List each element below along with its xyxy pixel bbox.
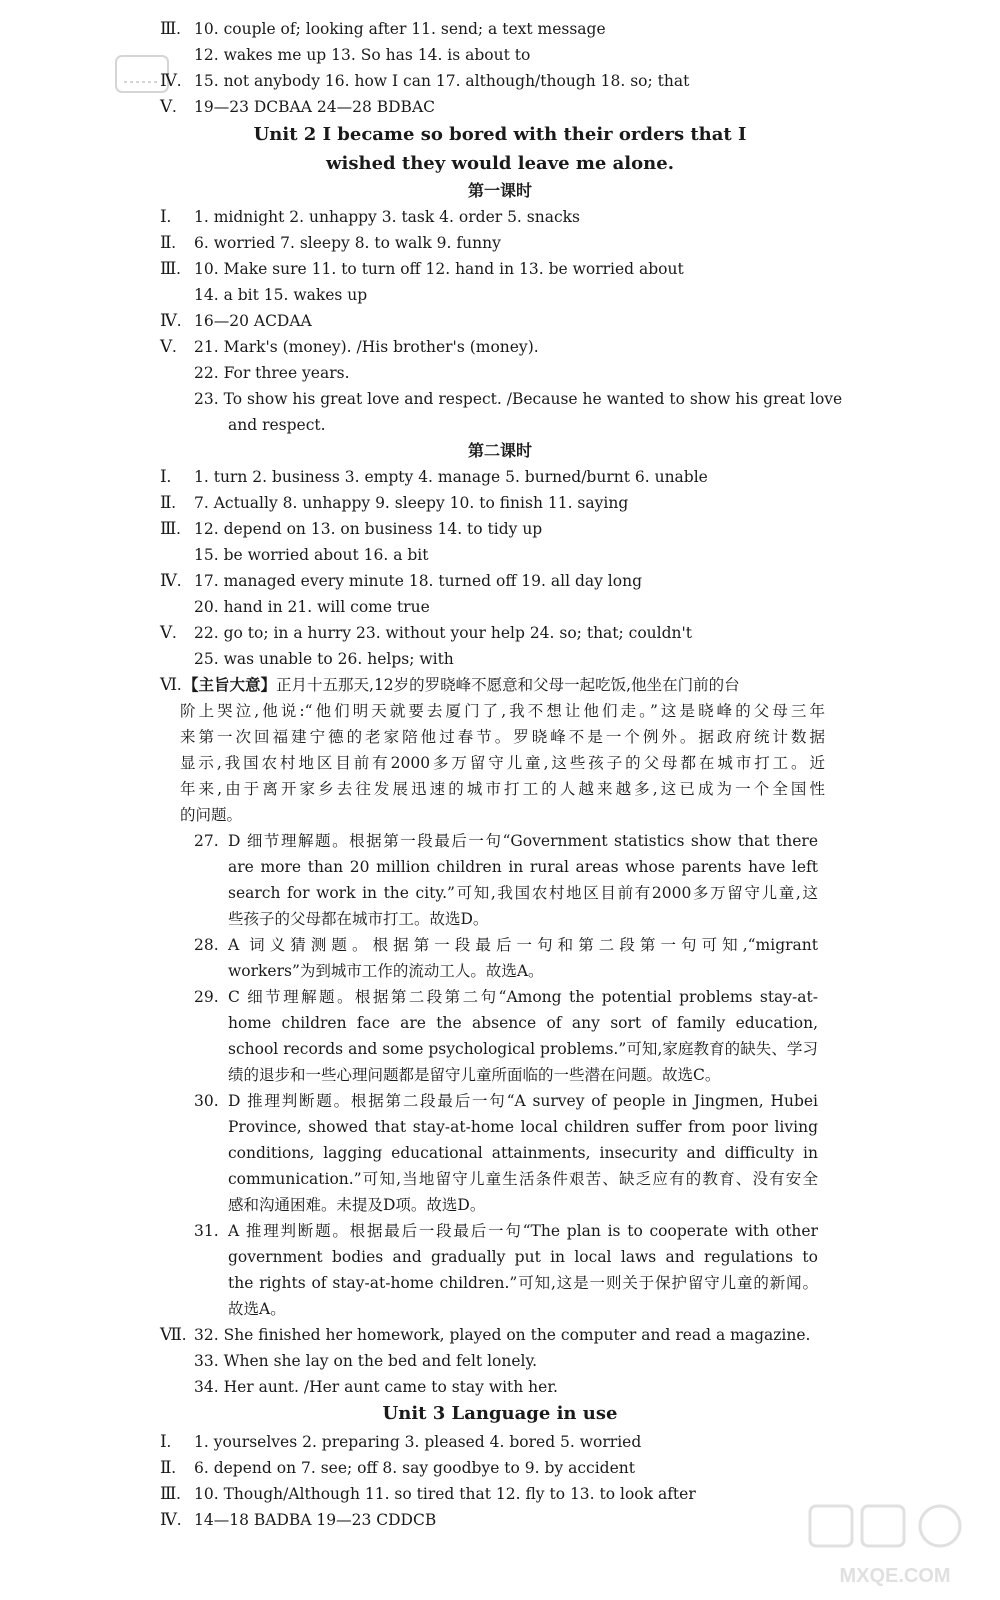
unit-title: Unit 3 Language in use xyxy=(382,1403,618,1424)
section-numeral: Ⅲ. xyxy=(160,259,181,278)
answer-line xyxy=(0,1455,1000,1481)
answer-line xyxy=(0,256,1000,282)
question-number: 28. xyxy=(194,936,219,954)
answer-line xyxy=(0,1374,1000,1400)
explanation-text: are more than 20 million children in rural areas whose parents have left xyxy=(228,858,818,876)
summary-line xyxy=(0,724,1000,750)
answer-line xyxy=(0,94,1000,120)
answer-explanation-line xyxy=(0,1244,1000,1270)
answer-explanation-line xyxy=(0,1036,1000,1062)
answer-text: 25. was unable to 26. helps; with xyxy=(194,650,454,668)
answer-line xyxy=(0,464,1000,490)
summary-text: 显示,我国农村地区目前有2000多万留守儿童,这些孩子的父母都在城市打工。近 xyxy=(180,754,825,772)
answer-line xyxy=(0,16,1000,42)
explanation-text: school records and some psychological problems.”可知,家庭教育的缺失、学习 xyxy=(228,1040,818,1058)
explanation-text: Province, showed that stay-at-home local children suffer from poor living xyxy=(228,1118,818,1136)
answer-text: 6. worried 7. sleepy 8. to walk 9. funny xyxy=(194,234,501,252)
section-numeral: Ⅰ. xyxy=(160,1432,171,1451)
answer-text: 14. a bit 15. wakes up xyxy=(194,286,368,304)
answer-text: 17. managed every minute 18. turned off 19. all day long xyxy=(194,572,643,590)
explanation-text: government bodies and gradually put in local laws and regulations to xyxy=(228,1248,818,1266)
section-numeral: Ⅲ. xyxy=(160,519,181,538)
answer-explanation-line xyxy=(0,1296,1000,1322)
answer-explanation-line xyxy=(0,1192,1000,1218)
section-numeral: Ⅵ. xyxy=(160,675,182,694)
summary-text: 年来,由于离开家乡去往发展迅速的城市打工的人越来越多,这已成为一个全国性 xyxy=(180,780,825,798)
section-numeral: Ⅲ. xyxy=(160,1484,181,1503)
summary-text: 的问题。 xyxy=(180,806,243,824)
answer-explanation-line xyxy=(0,828,1000,854)
section-numeral: Ⅰ. xyxy=(160,467,171,486)
answer-line xyxy=(0,230,1000,256)
answer-explanation-line xyxy=(0,984,1000,1010)
answer-line xyxy=(0,412,1000,438)
section-numeral: Ⅶ. xyxy=(160,1325,187,1344)
answer-explanation-line xyxy=(0,1166,1000,1192)
explanation-text: D 推理判断题。根据第二段最后一句“A survey of people in Jingmen, Hubei xyxy=(228,1092,818,1110)
answer-explanation-line xyxy=(0,1140,1000,1166)
question-number: 27. xyxy=(194,832,219,850)
explanation-text: D 细节理解题。根据第一段最后一句“Government statistics show that there xyxy=(228,832,818,850)
answer-explanation-line xyxy=(0,854,1000,880)
answer-line xyxy=(0,282,1000,308)
answer-line xyxy=(0,308,1000,334)
answer-text: 15. be worried about 16. a bit xyxy=(194,546,429,564)
section-numeral: Ⅴ. xyxy=(160,337,177,356)
explanation-text: A 词义猜测题。根据第一段最后一句和第二段第一句可知,“migrant xyxy=(228,936,818,954)
section-numeral: Ⅳ. xyxy=(160,71,182,90)
explanation-text: workers”为到城市工作的流动工人。故选A。 xyxy=(228,962,544,980)
summary-line xyxy=(0,750,1000,776)
section-numeral: Ⅰ. xyxy=(160,207,171,226)
answer-explanation-line xyxy=(0,932,1000,958)
summary-line xyxy=(0,802,1000,828)
answer-text: 33. When she lay on the bed and felt lonely. xyxy=(194,1352,538,1370)
answer-line xyxy=(0,334,1000,360)
explanation-text: the rights of stay-at-home children.”可知,这是一则关于保护留守儿童的新闻。 xyxy=(228,1274,818,1292)
answer-text: and respect. xyxy=(228,416,326,434)
watermark-logo xyxy=(800,1500,990,1595)
question-number: 30. xyxy=(194,1092,219,1110)
answer-line xyxy=(0,620,1000,646)
answer-line xyxy=(0,646,1000,672)
answer-line xyxy=(0,1348,1000,1374)
answer-text: 16—20 ACDAA xyxy=(194,312,312,330)
answer-text: 14—18 BADBA 19—23 CDDCB xyxy=(194,1511,437,1529)
answer-text: 23. To show his great love and respect. /Because he wanted to show his great love xyxy=(194,390,843,408)
answer-line xyxy=(0,594,1000,620)
explanation-text: communication.”可知,当地留守儿童生活条件艰苦、缺乏应有的教育、没有安全 xyxy=(228,1170,818,1188)
summary-line xyxy=(0,698,1000,724)
answer-explanation-line xyxy=(0,880,1000,906)
section-numeral: Ⅳ. xyxy=(160,571,182,590)
summary-line xyxy=(0,672,1000,698)
watermark-text: MXQE.COM xyxy=(839,1565,951,1587)
answer-explanation-line xyxy=(0,1114,1000,1140)
answer-text: 12. wakes me up 13. So has 14. is about to xyxy=(194,46,531,64)
answer-line xyxy=(0,360,1000,386)
section-numeral: Ⅳ. xyxy=(160,1510,182,1529)
section-numeral: Ⅲ. xyxy=(160,19,181,38)
answer-explanation-line xyxy=(0,1218,1000,1244)
explanation-text: home children face are the absence of any sort of family education, xyxy=(228,1014,818,1032)
unit-title-continued: wished they would leave me alone. xyxy=(326,153,674,174)
answer-text: 19—23 DCBAA 24—28 BDBAC xyxy=(194,98,435,116)
explanation-text: 绩的退步和一些心理问题都是留守儿童所面临的一些潜在问题。故选C。 xyxy=(228,1066,721,1084)
answer-line xyxy=(0,1429,1000,1455)
answer-line xyxy=(0,386,1000,412)
answer-line xyxy=(0,568,1000,594)
summary-label: 【主旨大意】正月十五那天,12岁的罗晓峰不愿意和父母一起吃饭,他坐在门前的台 xyxy=(183,675,740,694)
answer-text: 12. depend on 13. on business 14. to tidy up xyxy=(194,520,543,538)
explanation-text: C 细节理解题。根据第二段第二句“Among the potential problems stay-at- xyxy=(228,988,818,1006)
answer-text: 21. Mark's (money). /His brother's (money). xyxy=(194,338,539,356)
answer-text: 7. Actually 8. unhappy 9. sleepy 10. to finish 11. saying xyxy=(194,494,629,512)
explanation-text: conditions, lagging educational attainments, insecurity and difficulty in xyxy=(228,1144,818,1162)
answer-explanation-line xyxy=(0,1270,1000,1296)
explanation-text: A 推理判断题。根据最后一段最后一句“The plan is to cooperate with other xyxy=(228,1222,818,1240)
answer-text: 1. yourselves 2. preparing 3. pleased 4. bored 5. worried xyxy=(194,1433,642,1451)
explanation-text: search for work in the city.”可知,我国农村地区目前有2000多万留守儿童,这 xyxy=(228,884,818,902)
summary-text: 阶上哭泣,他说:“他们明天就要去厦门了,我不想让他们走。”这是晓峰的父母三年 xyxy=(180,702,825,720)
explanation-text: 故选A。 xyxy=(228,1300,286,1318)
section-numeral: Ⅴ. xyxy=(160,97,177,116)
answer-text: 22. go to; in a hurry 23. without your help 24. so; that; couldn't xyxy=(194,624,693,642)
answer-text: 10. Though/Although 11. so tired that 12. fly to 13. to look after xyxy=(194,1485,696,1503)
answer-explanation-line xyxy=(0,1088,1000,1114)
answer-text: 1. midnight 2. unhappy 3. task 4. order 5. snacks xyxy=(194,208,580,226)
answer-text: 10. Make sure 11. to turn off 12. hand in 13. be worried about xyxy=(194,260,684,278)
lesson-heading: 第二课时 xyxy=(467,441,532,460)
section-numeral: Ⅱ. xyxy=(160,233,176,252)
answer-text: 20. hand in 21. will come true xyxy=(194,598,430,616)
section-numeral: Ⅱ. xyxy=(160,493,176,512)
answer-text: 15. not anybody 16. how I can 17. although/though 18. so; that xyxy=(194,72,690,90)
answer-text: 6. depend on 7. see; off 8. say goodbye to 9. by accident xyxy=(194,1459,635,1477)
explanation-text: 感和沟通困难。未提及D项。故选D。 xyxy=(228,1196,486,1214)
question-number: 29. xyxy=(194,988,219,1006)
section-numeral: Ⅳ. xyxy=(160,311,182,330)
lesson-heading: 第一课时 xyxy=(467,181,532,200)
answer-line xyxy=(0,42,1000,68)
answer-line xyxy=(0,490,1000,516)
answer-line xyxy=(0,516,1000,542)
answer-line xyxy=(0,542,1000,568)
explanation-text: 些孩子的父母都在城市打工。故选D。 xyxy=(228,910,489,928)
answer-explanation-line xyxy=(0,958,1000,984)
answer-line xyxy=(0,204,1000,230)
answer-text: 32. She finished her homework, played on the computer and read a magazine. xyxy=(194,1326,811,1344)
summary-text: 来第一次回福建宁德的老家陪他过春节。罗晓峰不是一个例外。据政府统计数据 xyxy=(180,728,825,746)
summary-line xyxy=(0,776,1000,802)
answer-line xyxy=(0,1322,1000,1348)
answer-text: 22. For three years. xyxy=(194,364,350,382)
answer-text: 34. Her aunt. /Her aunt came to stay with her. xyxy=(194,1378,558,1396)
unit-title: Unit 2 I became so bored with their orders that I xyxy=(253,124,747,145)
answer-explanation-line xyxy=(0,906,1000,932)
answer-line xyxy=(0,68,1000,94)
question-number: 31. xyxy=(194,1222,219,1240)
section-numeral: Ⅱ. xyxy=(160,1458,176,1477)
section-numeral: Ⅴ. xyxy=(160,623,177,642)
answer-text: 10. couple of; looking after 11. send; a text message xyxy=(194,20,606,38)
answer-explanation-line xyxy=(0,1062,1000,1088)
answer-explanation-line xyxy=(0,1010,1000,1036)
answer-text: 1. turn 2. business 3. empty 4. manage 5. burned/burnt 6. unable xyxy=(194,468,708,486)
